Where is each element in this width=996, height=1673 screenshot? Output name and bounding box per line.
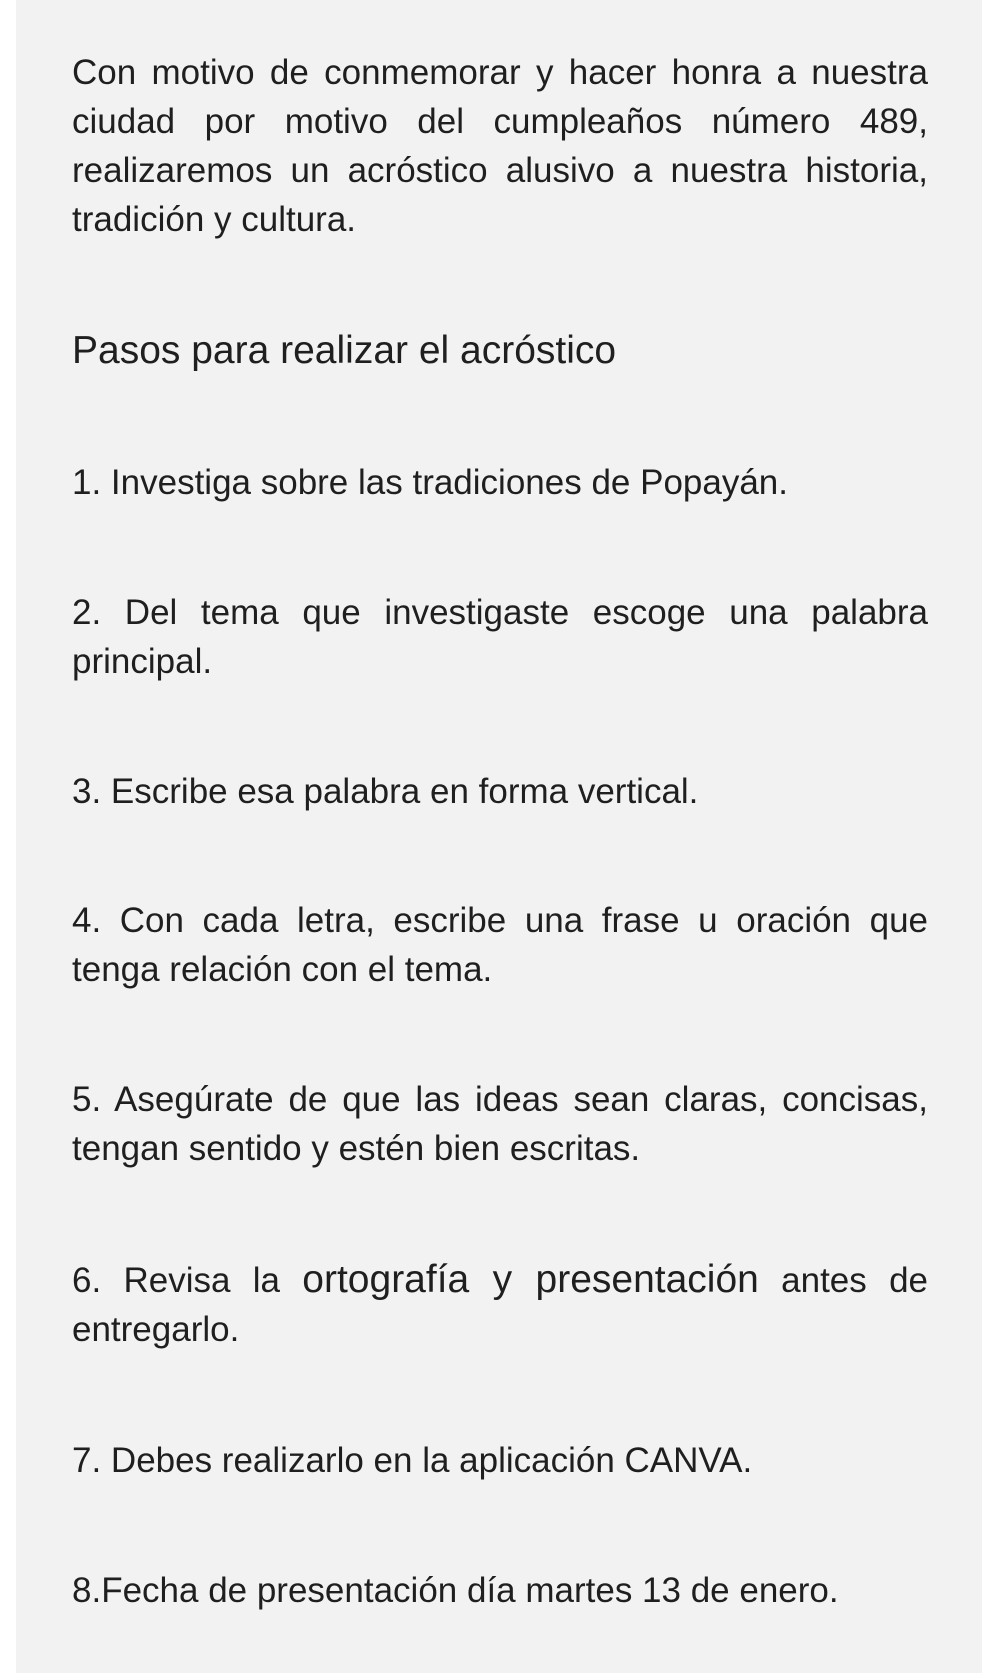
intro-paragraph: Con motivo de conmemorar y hacer honra a nuestra ciudad por motivo del cumpleaños número 489, realizaremos un acróstico alusivo a nuestra historia, tradición y cultura. bbox=[72, 53, 928, 239]
step-6 bbox=[72, 1255, 928, 1354]
step-6-start: 6. Revisa la bbox=[72, 1261, 303, 1300]
section-heading: Pasos para realizar el acróstico bbox=[72, 329, 617, 372]
step-2: 2. Del tema que investigaste escoge una palabra principal. bbox=[72, 593, 928, 681]
document-page bbox=[16, 0, 982, 1673]
step-3: 3. Escribe esa palabra en forma vertical. bbox=[72, 772, 699, 811]
step-8: 8.Fecha de presentación día martes 13 de enero. bbox=[72, 1571, 839, 1610]
step-6-emphasis: ortografía y presentación bbox=[302, 1258, 759, 1301]
step-6-end: antes de entregarlo. bbox=[72, 1261, 928, 1349]
step-4: 4. Con cada letra, escribe una frase u oración que tenga relación con el tema. bbox=[72, 901, 928, 989]
step-5: 5. Asegúrate de que las ideas sean claras, concisas, tengan sentido y estén bien escritas. bbox=[72, 1080, 928, 1168]
step-1: 1. Investiga sobre las tradiciones de Popayán. bbox=[72, 463, 788, 502]
step-7: 7. Debes realizarlo en la aplicación CANVA. bbox=[72, 1441, 753, 1480]
